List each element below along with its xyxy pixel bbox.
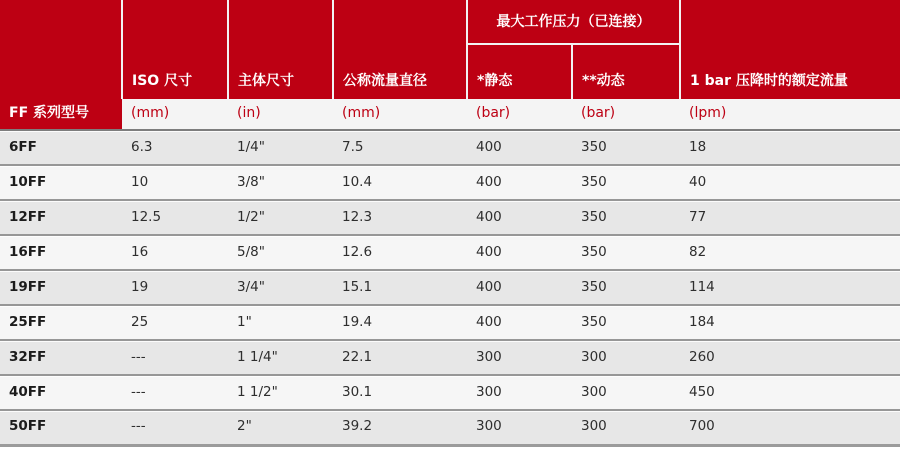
data-cell-static: 400 <box>467 305 572 340</box>
table-row-6ff <box>0 130 900 165</box>
data-cell-body: 3/4" <box>228 270 333 305</box>
table-row-32ff <box>0 340 900 375</box>
data-cell-dynamic: 300 <box>572 375 680 410</box>
model-cell: 40FF <box>0 375 122 410</box>
data-cell-static: 400 <box>467 270 572 305</box>
model-cell: 12FF <box>0 200 122 235</box>
data-cell-dynamic: 350 <box>572 200 680 235</box>
data-cell-diameter: 10.4 <box>333 165 467 200</box>
data-cell-body: 1/2" <box>228 200 333 235</box>
data-cell-iso: --- <box>122 340 228 375</box>
data-cell-body: 1" <box>228 305 333 340</box>
table-row-12ff <box>0 200 900 235</box>
model-cell: 6FF <box>0 130 122 165</box>
model-cell: 50FF <box>0 410 122 445</box>
column-header-iso-size: ISO 尺寸 <box>122 0 228 99</box>
model-cell: 32FF <box>0 340 122 375</box>
data-cell-flow: 700 <box>680 410 900 445</box>
table-row-40ff <box>0 375 900 410</box>
unit-nominal-flow-diameter: (mm) <box>333 99 467 130</box>
data-cell-flow: 184 <box>680 305 900 340</box>
table-row-25ff <box>0 305 900 340</box>
data-cell-body: 1 1/4" <box>228 340 333 375</box>
data-cell-dynamic: 300 <box>572 340 680 375</box>
data-cell-iso: 19 <box>122 270 228 305</box>
data-cell-iso: 12.5 <box>122 200 228 235</box>
data-cell-diameter: 19.4 <box>333 305 467 340</box>
data-cell-static: 400 <box>467 165 572 200</box>
table-body <box>0 130 900 445</box>
header-row-group <box>0 0 900 44</box>
data-cell-dynamic: 350 <box>572 270 680 305</box>
column-header-static: *静态 <box>467 44 572 99</box>
data-cell-dynamic: 350 <box>572 305 680 340</box>
table-row-50ff <box>0 410 900 445</box>
data-cell-dynamic: 350 <box>572 235 680 270</box>
table-header <box>0 0 900 130</box>
data-cell-flow: 260 <box>680 340 900 375</box>
table-row-19ff <box>0 270 900 305</box>
column-header-rated-flow: 1 bar 压降时的额定流量 <box>680 0 900 99</box>
data-cell-body: 2" <box>228 410 333 445</box>
data-cell-body: 5/8" <box>228 235 333 270</box>
column-header-body-size: 主体尺寸 <box>228 0 333 99</box>
data-cell-flow: 114 <box>680 270 900 305</box>
data-cell-dynamic: 350 <box>572 130 680 165</box>
data-cell-body: 1 1/2" <box>228 375 333 410</box>
data-cell-iso: 6.3 <box>122 130 228 165</box>
data-cell-iso: --- <box>122 410 228 445</box>
data-cell-diameter: 22.1 <box>333 340 467 375</box>
data-cell-flow: 18 <box>680 130 900 165</box>
data-cell-diameter: 12.6 <box>333 235 467 270</box>
unit-iso-size: (mm) <box>122 99 228 130</box>
unit-rated-flow: (lpm) <box>680 99 900 130</box>
table-row-16ff <box>0 235 900 270</box>
column-header-dynamic: **动态 <box>572 44 680 99</box>
data-cell-diameter: 12.3 <box>333 200 467 235</box>
data-cell-flow: 40 <box>680 165 900 200</box>
model-cell: 16FF <box>0 235 122 270</box>
column-header-nominal-flow-diameter: 公称流量直径 <box>333 0 467 99</box>
data-cell-flow: 82 <box>680 235 900 270</box>
data-cell-diameter: 15.1 <box>333 270 467 305</box>
data-cell-iso: --- <box>122 375 228 410</box>
header-row-units <box>0 99 900 130</box>
data-cell-diameter: 39.2 <box>333 410 467 445</box>
data-cell-dynamic: 300 <box>572 410 680 445</box>
model-cell: 10FF <box>0 165 122 200</box>
data-cell-flow: 77 <box>680 200 900 235</box>
table-row-10ff <box>0 165 900 200</box>
data-cell-static: 400 <box>467 235 572 270</box>
unit-dynamic: (bar) <box>572 99 680 130</box>
unit-body-size: (in) <box>228 99 333 130</box>
data-cell-iso: 25 <box>122 305 228 340</box>
data-cell-flow: 450 <box>680 375 900 410</box>
data-cell-body: 3/8" <box>228 165 333 200</box>
data-cell-diameter: 7.5 <box>333 130 467 165</box>
data-cell-iso: 16 <box>122 235 228 270</box>
data-cell-static: 400 <box>467 200 572 235</box>
model-cell: 25FF <box>0 305 122 340</box>
data-cell-static: 300 <box>467 410 572 445</box>
data-cell-static: 300 <box>467 375 572 410</box>
data-cell-static: 300 <box>467 340 572 375</box>
model-cell: 19FF <box>0 270 122 305</box>
data-cell-diameter: 30.1 <box>333 375 467 410</box>
unit-static: (bar) <box>467 99 572 130</box>
data-cell-body: 1/4" <box>228 130 333 165</box>
group-header-max-working-pressure: 最大工作压力（已连接） <box>467 0 680 44</box>
column-header-model-series: FF 系列型号 <box>0 0 122 130</box>
data-cell-dynamic: 350 <box>572 165 680 200</box>
data-cell-iso: 10 <box>122 165 228 200</box>
data-cell-static: 400 <box>467 130 572 165</box>
